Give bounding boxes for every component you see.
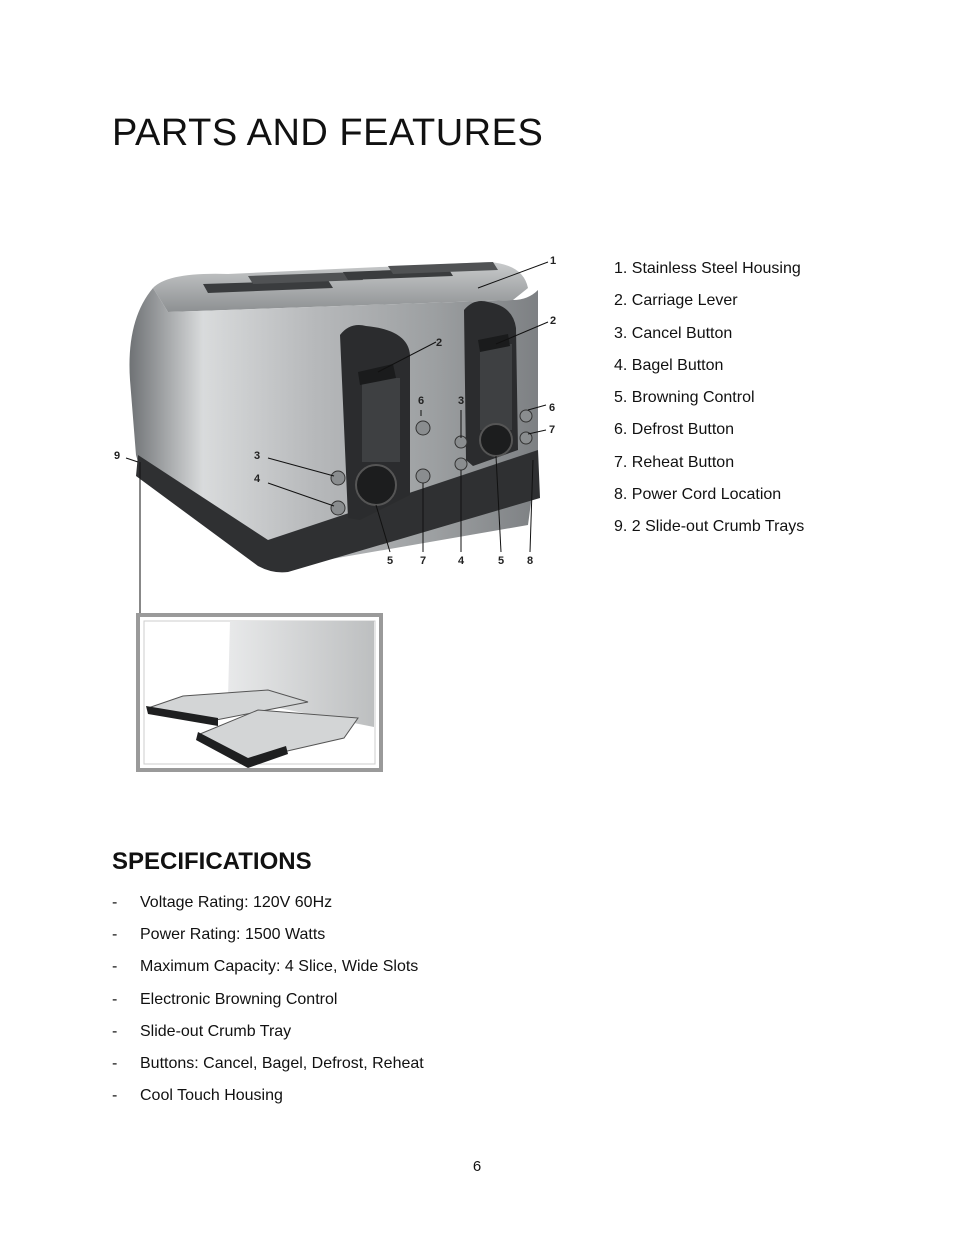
spec-item xyxy=(112,1085,424,1117)
spec-text: Slide-out Crumb Tray xyxy=(140,1022,292,1040)
spec-item xyxy=(112,924,424,956)
callout-4: 4 xyxy=(254,473,261,485)
browning-dial xyxy=(480,424,512,456)
defrost-button-shape xyxy=(520,410,532,422)
callout-2: 2 xyxy=(436,337,443,349)
parts-list-item: 1. Stainless Steel Housing xyxy=(614,260,801,277)
parts-list-item: 5. Browning Control xyxy=(614,389,755,407)
parts-list-item: 6. Defrost Button xyxy=(614,421,735,439)
parts-list xyxy=(614,258,804,549)
spec-item xyxy=(112,1021,424,1053)
toaster-diagram xyxy=(108,240,578,780)
spec-dash: - xyxy=(112,894,118,911)
spec-item xyxy=(112,1053,424,1085)
parts-list-item: 2. Carriage Lever xyxy=(614,292,738,310)
spec-item xyxy=(112,989,424,1021)
spec-dash: - xyxy=(112,1087,118,1105)
spec-item xyxy=(112,892,424,924)
page-title: PARTS AND FEATURES xyxy=(112,112,544,154)
callout-1: 1 xyxy=(550,255,557,267)
callout-5: 5 xyxy=(387,555,394,567)
parts-list-item: 8. Power Cord Location xyxy=(614,486,782,504)
specifications-list xyxy=(112,892,424,1117)
parts-list-item: 4. Bagel Button xyxy=(614,356,724,374)
callout-6: 6 xyxy=(549,402,556,414)
parts-list-item: 3. Cancel Button xyxy=(614,324,733,342)
defrost-button-shape xyxy=(416,421,430,435)
callout-4: 4 xyxy=(458,555,465,567)
reheat-button-shape xyxy=(416,469,430,483)
spec-dash: - xyxy=(112,1054,118,1072)
parts-list-item: 7. Reheat Button xyxy=(614,453,735,471)
bagel-button-shape xyxy=(331,501,345,515)
callout-3: 3 xyxy=(254,450,261,462)
parts-list-item: 9. 2 Slide-out Crumb Trays xyxy=(614,518,805,536)
spec-item xyxy=(112,956,424,988)
browning-dial xyxy=(356,465,396,505)
callout-3: 3 xyxy=(458,395,465,407)
callout-6: 6 xyxy=(418,395,425,407)
callout-7: 7 xyxy=(420,555,427,567)
spec-text: Electronic Browning Control xyxy=(140,990,338,1008)
spec-dash: - xyxy=(112,1022,118,1040)
spec-dash: - xyxy=(112,926,118,944)
spec-text: Cool Touch Housing xyxy=(140,1087,283,1105)
spec-text: Buttons: Cancel, Bagel, Defrost, Reheat xyxy=(140,1054,424,1072)
callout-9: 9 xyxy=(114,450,121,462)
spec-text: Power Rating: 1500 Watts xyxy=(140,926,326,944)
callout-7: 7 xyxy=(549,424,556,436)
specifications-heading: SPECIFICATIONS xyxy=(112,848,312,875)
callout-2: 2 xyxy=(550,315,557,327)
crumb-tray-inset xyxy=(138,615,381,770)
page-number: 6 xyxy=(472,1158,482,1175)
bagel-button-shape xyxy=(455,458,467,470)
spec-dash: - xyxy=(112,958,118,976)
spec-dash: - xyxy=(112,990,118,1008)
cancel-button-shape xyxy=(331,471,345,485)
callout-5: 5 xyxy=(498,555,505,567)
spec-text: Maximum Capacity: 4 Slice, Wide Slots xyxy=(140,958,419,976)
callout-8: 8 xyxy=(527,555,534,567)
spec-text: Voltage Rating: 120V 60Hz xyxy=(140,894,333,911)
